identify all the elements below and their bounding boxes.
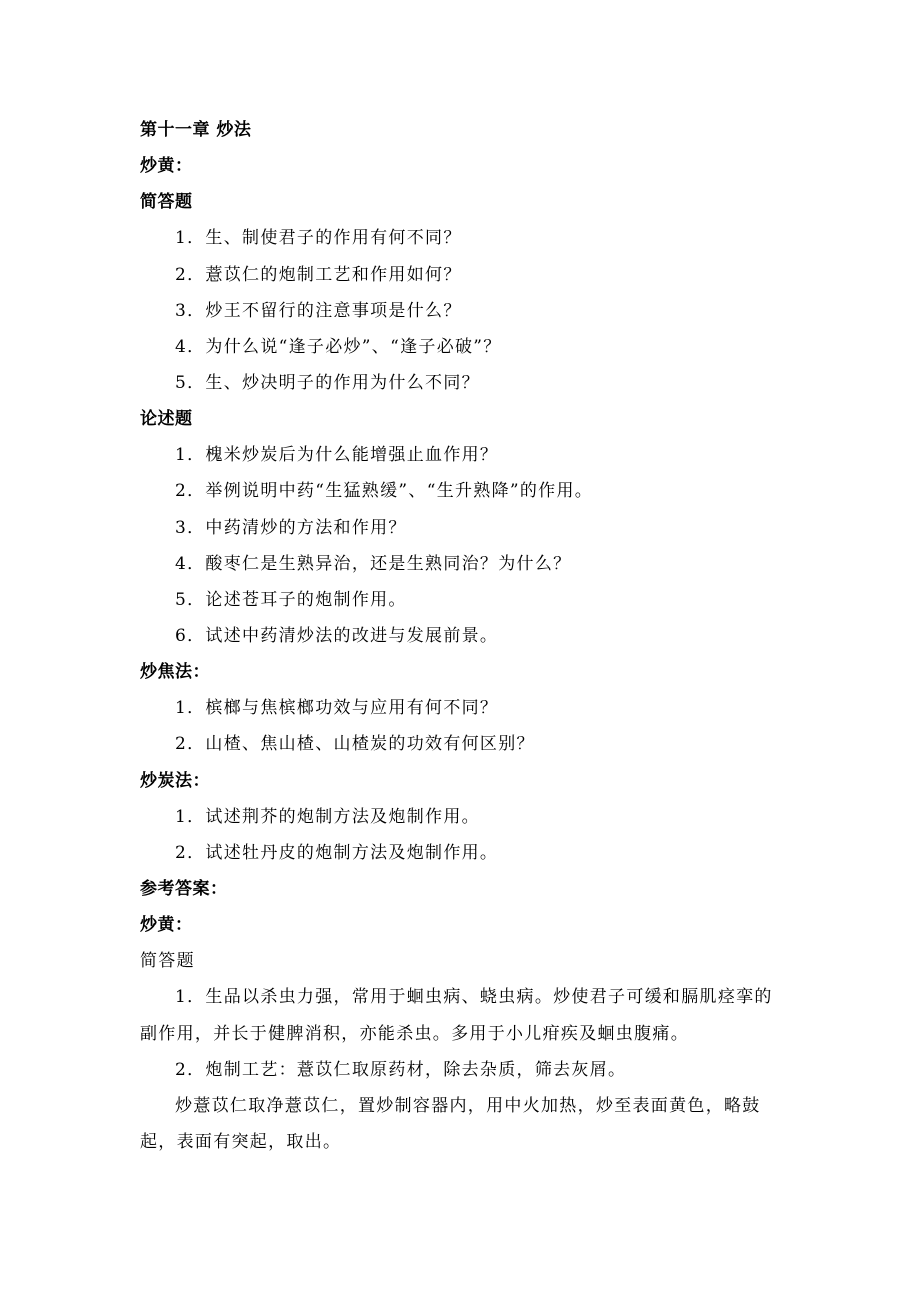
essay-heading: 论述题 bbox=[140, 409, 193, 430]
question-item: 1．槐米炒炭后为什么能增强止血作用？ bbox=[175, 445, 499, 466]
answer-paragraph: 1．生品以杀虫力强，常用于蛔虫病、蛲虫病。炒使君子可缓和膈肌痉挛的 bbox=[175, 987, 773, 1008]
question-item: 2．山楂、焦山楂、山楂炭的功效有何区别？ bbox=[175, 734, 535, 755]
question-item: 4．为什么说“逢子必炒”、“逢子必破”？ bbox=[175, 336, 502, 357]
answer-paragraph: 炒薏苡仁取净薏苡仁，置炒制容器内，用中火加热，炒至表面黄色，略鼓 bbox=[175, 1095, 761, 1116]
question-item: 3．炒王不留行的注意事项是什么？ bbox=[175, 300, 462, 321]
answers-subheading: 炒黄： bbox=[140, 915, 193, 936]
question-item: 5．生、炒决明子的作用为什么不同？ bbox=[175, 372, 480, 393]
question-item: 2．薏苡仁的炮制工艺和作用如何？ bbox=[175, 264, 462, 285]
question-item: 4．酸枣仁是生熟异治，还是生熟同治？为什么？ bbox=[175, 553, 572, 574]
section-heading-chaohuang: 炒黄： bbox=[140, 156, 193, 177]
section-heading-chaojiao: 炒焦法： bbox=[140, 662, 210, 683]
question-item: 6．试述中药清炒法的改进与发展前景。 bbox=[175, 625, 499, 646]
answer-paragraph-continued: 起，表面有突起，取出。 bbox=[140, 1131, 342, 1152]
short-answer-heading: 简答题 bbox=[140, 192, 193, 213]
question-item: 2．举例说明中药“生猛熟缓”、“生升熟降”的作用。 bbox=[175, 481, 594, 502]
chapter-title: 第十一章 炒法 bbox=[140, 120, 252, 140]
answer-paragraph-continued: 副作用，并长于健脾消积，亦能杀虫。多用于小儿疳疾及蛔虫腹痛。 bbox=[140, 1023, 689, 1044]
document-page bbox=[140, 112, 785, 1160]
answers-short-heading: 简答题 bbox=[140, 951, 195, 972]
question-item: 1．试述荆芥的炮制方法及炮制作用。 bbox=[175, 806, 480, 827]
answers-heading: 参考答案： bbox=[140, 878, 228, 899]
question-item: 1．槟榔与焦槟榔功效与应用有何不同？ bbox=[175, 698, 499, 719]
question-item: 5．论述苍耳子的炮制作用。 bbox=[175, 589, 407, 610]
question-item: 1．生、制使君子的作用有何不同？ bbox=[175, 228, 462, 249]
section-heading-chaotan: 炒炭法： bbox=[140, 770, 210, 791]
question-item: 2．试述牡丹皮的炮制方法及炮制作用。 bbox=[175, 842, 499, 863]
answer-paragraph: 2．炮制工艺：薏苡仁取原药材，除去杂质，筛去灰屑。 bbox=[175, 1059, 627, 1080]
question-item: 3．中药清炒的方法和作用？ bbox=[175, 517, 407, 538]
